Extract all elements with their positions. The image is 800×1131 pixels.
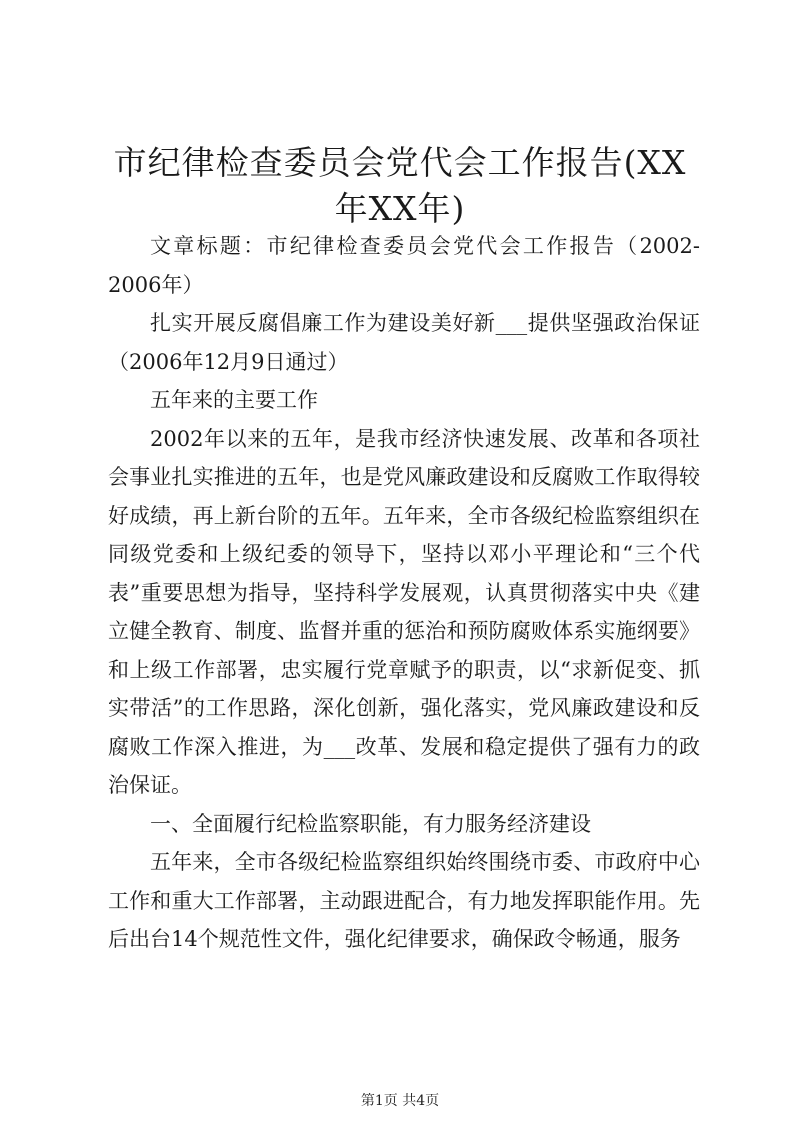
subtitle-paragraph: 扎实开展反腐倡廉工作为建设美好新___提供坚强政治保证（2006年12月9日通过） bbox=[108, 311, 700, 374]
page-footer: 第1页 共4页 bbox=[360, 1093, 440, 1109]
body-paragraph: 五年来，全市各级纪检监察组织始终围绕市委、市政府中心工作和重大工作部署，主动跟进配合，有力地发挥职能作用。先后出台14个规范性文件，强化纪律要求，确保政令畅通，服务 bbox=[108, 850, 700, 951]
section-heading: 五年来的主要工作 bbox=[150, 388, 318, 412]
body-paragraph: 2002年以来的五年，是我市经济快速发展、改革和各项社会事业扎实推进的五年，也是党风廉政建设和反腐败工作取得较好成绩，再上新台阶的五年。五年来，全市各级纪检监察组织在同级党委和上级纪委的领导下，坚持以邓小平理论和“三个代表”重要思想为指导，坚持科学发展观，认真贯彻落实中央《建立健全教育、制度、监督并重的惩治和预防腐败体系实施纲要》和上级工作部署，忠实履行党章赋予的职责，以“求新促变、抓实带活”的工作思路，深化创新，强化落实，党风廉政建设和反腐败工作深入推进，为___改革、发展和稳定提供了强有力的政治保证。 bbox=[108, 426, 700, 797]
article-title-line: 文章标题：市纪律检查委员会党代会工作报告（2002-2006年） bbox=[108, 234, 700, 297]
document-title: 市纪律检查委员会党代会工作报告(XX年XX年) bbox=[113, 143, 687, 228]
document-body bbox=[108, 227, 700, 959]
section-heading: 一、全面履行纪检监察职能，有力服务经济建设 bbox=[150, 811, 591, 836]
